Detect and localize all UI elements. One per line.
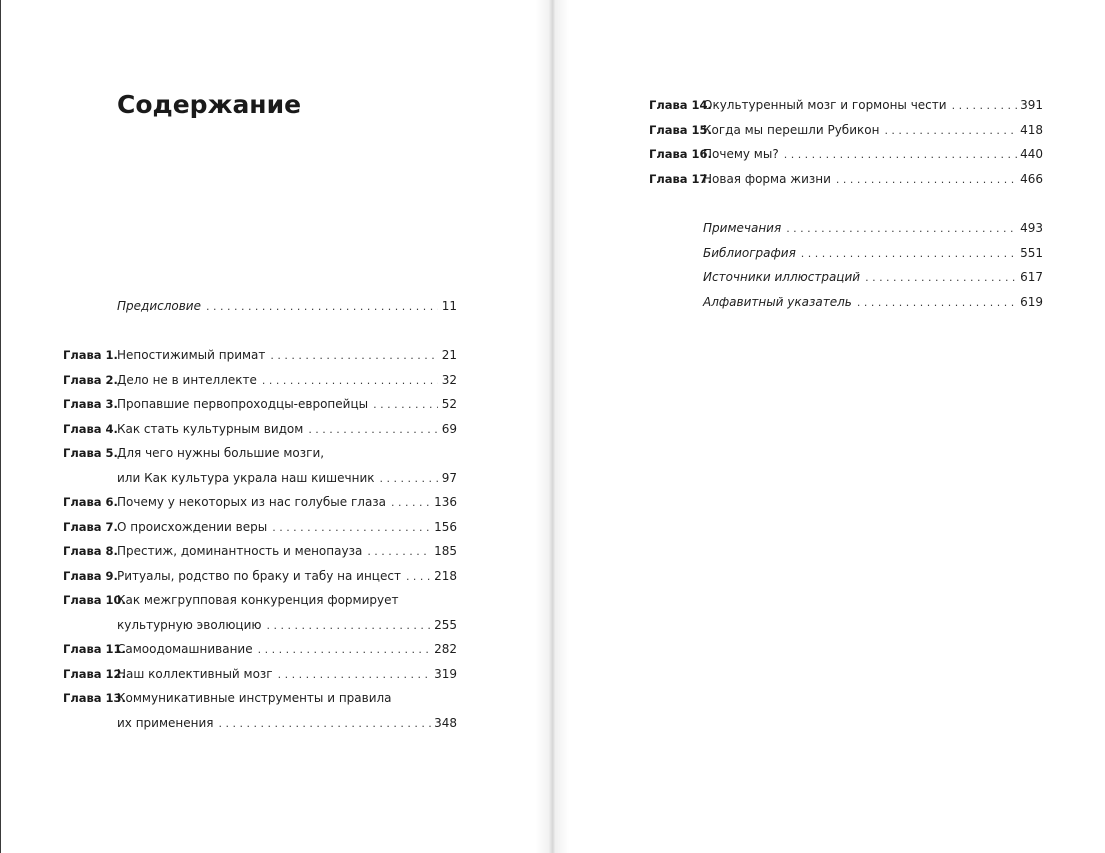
toc-entry (63, 590, 457, 610)
toc-page-number: 21 (441, 348, 457, 362)
toc-entry-title: Как межгрупповая конкуренция формирует (117, 593, 399, 607)
toc-entry (117, 713, 457, 733)
toc-chapter-label: Глава 5. (63, 446, 118, 460)
toc-entry-title: Престиж, доминантность и менопауза (117, 544, 363, 558)
toc-page-number: 282 (434, 642, 457, 656)
toc-entry (117, 468, 457, 488)
toc-dot-leader (380, 469, 438, 489)
toc-entry (63, 566, 457, 586)
toc-page-number: 493 (1020, 221, 1043, 235)
toc-chapter-label: Глава 7. (63, 520, 118, 534)
toc-dot-leader (270, 346, 438, 366)
toc-page-number: 218 (434, 569, 457, 583)
right-page (553, 0, 1105, 853)
toc-dot-leader (267, 616, 432, 636)
toc-entry (117, 296, 457, 316)
toc-dot-leader (836, 170, 1017, 190)
toc-dot-leader (952, 96, 1018, 116)
toc-entry-title: Алфавитный указатель (703, 295, 852, 309)
toc-chapter-label: Глава 6. (63, 495, 118, 509)
toc-page-number: 185 (434, 544, 457, 558)
toc-entry-title: Окультуренный мозг и гормоны чести (703, 98, 947, 112)
toc-dot-leader (272, 518, 431, 538)
toc-page-number: 391 (1020, 98, 1043, 112)
toc-chapter-label: Глава 8. (63, 544, 118, 558)
toc-entry-title: Почему у некоторых из нас голубые глаза (117, 495, 387, 509)
toc-entry (63, 345, 457, 365)
toc-page-number: 11 (441, 299, 457, 313)
toc-chapter-label: Глава 14. (649, 98, 712, 112)
toc-page-number: 348 (434, 716, 457, 730)
toc-dot-leader (786, 219, 1017, 239)
toc-chapter-label: Глава 1. (63, 348, 118, 362)
toc-entry (63, 443, 457, 463)
toc-page-number: 466 (1020, 172, 1043, 186)
toc-chapter-label: Глава 15. (649, 123, 712, 137)
toc-entry-title: Предисловие (117, 299, 201, 313)
toc-dot-leader (258, 640, 432, 660)
toc-entry (63, 688, 457, 708)
toc-entry (649, 120, 1043, 140)
toc-page-number: 136 (434, 495, 457, 509)
toc-entry-title: Самоодомашнивание (117, 642, 253, 656)
toc-dot-leader (262, 371, 438, 391)
toc-page-number: 97 (441, 471, 457, 485)
toc-entry-title: культурную эволюцию (117, 618, 262, 632)
toc-page-number: 551 (1020, 246, 1043, 260)
toc-entry (63, 639, 457, 659)
toc-entry (649, 169, 1043, 189)
toc-dot-leader (884, 121, 1017, 141)
toc-entry-title: Новая форма жизни (703, 172, 831, 186)
toc-entry (703, 292, 1043, 312)
toc-entry-title: Наш коллективный мозг (117, 667, 273, 681)
toc-dot-leader (784, 145, 1017, 165)
toc-entry (63, 492, 457, 512)
toc-dot-leader (219, 714, 432, 734)
toc-entry (703, 218, 1043, 238)
toc-entry-title: или Как культура украла наш кишечник (117, 471, 375, 485)
toc-dot-leader (367, 542, 431, 562)
toc-page-number: 617 (1020, 270, 1043, 284)
toc-chapter-label: Глава 12. (63, 667, 126, 681)
toc-entry-title: Как стать культурным видом (117, 422, 304, 436)
toc-entry-title: Пропавшие первопроходцы-европейцы (117, 397, 369, 411)
toc-entry-title: Непостижимый примат (117, 348, 266, 362)
toc-entry-title: Библиография (703, 246, 796, 260)
toc-entry (117, 615, 457, 635)
toc-page-number: 255 (434, 618, 457, 632)
toc-entry (703, 243, 1043, 263)
toc-page-number: 418 (1020, 123, 1043, 137)
toc-page-number: 319 (434, 667, 457, 681)
toc-entry-title: Примечания (703, 221, 782, 235)
toc-entry (703, 267, 1043, 287)
toc-entry (63, 394, 457, 414)
toc-dot-leader (278, 665, 431, 685)
toc-dot-leader (206, 297, 438, 317)
toc-entry-title: Источники иллюстраций (703, 270, 861, 284)
toc-dot-leader (391, 493, 431, 513)
toc-entry (63, 541, 457, 561)
toc-entry-title: их применения (117, 716, 214, 730)
toc-entry (63, 517, 457, 537)
page-title: Содержание (117, 90, 302, 119)
toc-chapter-label: Глава 2. (63, 373, 118, 387)
toc-dot-leader (373, 395, 438, 415)
toc-entry-title: Когда мы перешли Рубикон (703, 123, 880, 137)
toc-entry-title: О происхождении веры (117, 520, 268, 534)
toc-page-number: 52 (441, 397, 457, 411)
toc-dot-leader (857, 293, 1017, 313)
toc-page-number: 440 (1020, 147, 1043, 161)
toc-entry (63, 664, 457, 684)
toc-chapter-label: Глава 3. (63, 397, 118, 411)
toc-chapter-label: Глава 9. (63, 569, 118, 583)
toc-page-number: 69 (441, 422, 457, 436)
toc-dot-leader (801, 244, 1017, 264)
toc-dot-leader (865, 268, 1017, 288)
toc-entry-title: Почему мы? (703, 147, 779, 161)
toc-entry (63, 419, 457, 439)
toc-chapter-label: Глава 10. (63, 593, 126, 607)
toc-entry-title: Для чего нужны большие мозги, (117, 446, 325, 460)
toc-entry (649, 144, 1043, 164)
toc-entry-title: Коммуникативные инструменты и правила (117, 691, 392, 705)
toc-page-number: 619 (1020, 295, 1043, 309)
toc-chapter-label: Глава 17. (649, 172, 712, 186)
toc-dot-leader (406, 567, 431, 587)
toc-chapter-label: Глава 4. (63, 422, 118, 436)
toc-entry-title: Ритуалы, родство по браку и табу на инцест (117, 569, 401, 583)
toc-chapter-label: Глава 16. (649, 147, 712, 161)
toc-entry (649, 95, 1043, 115)
toc-page-number: 32 (441, 373, 457, 387)
toc-chapter-label: Глава 13. (63, 691, 126, 705)
toc-entry (63, 370, 457, 390)
toc-chapter-label: Глава 11. (63, 642, 126, 656)
toc-entry-title: Дело не в интеллекте (117, 373, 257, 387)
toc-dot-leader (308, 420, 438, 440)
toc-page-number: 156 (434, 520, 457, 534)
